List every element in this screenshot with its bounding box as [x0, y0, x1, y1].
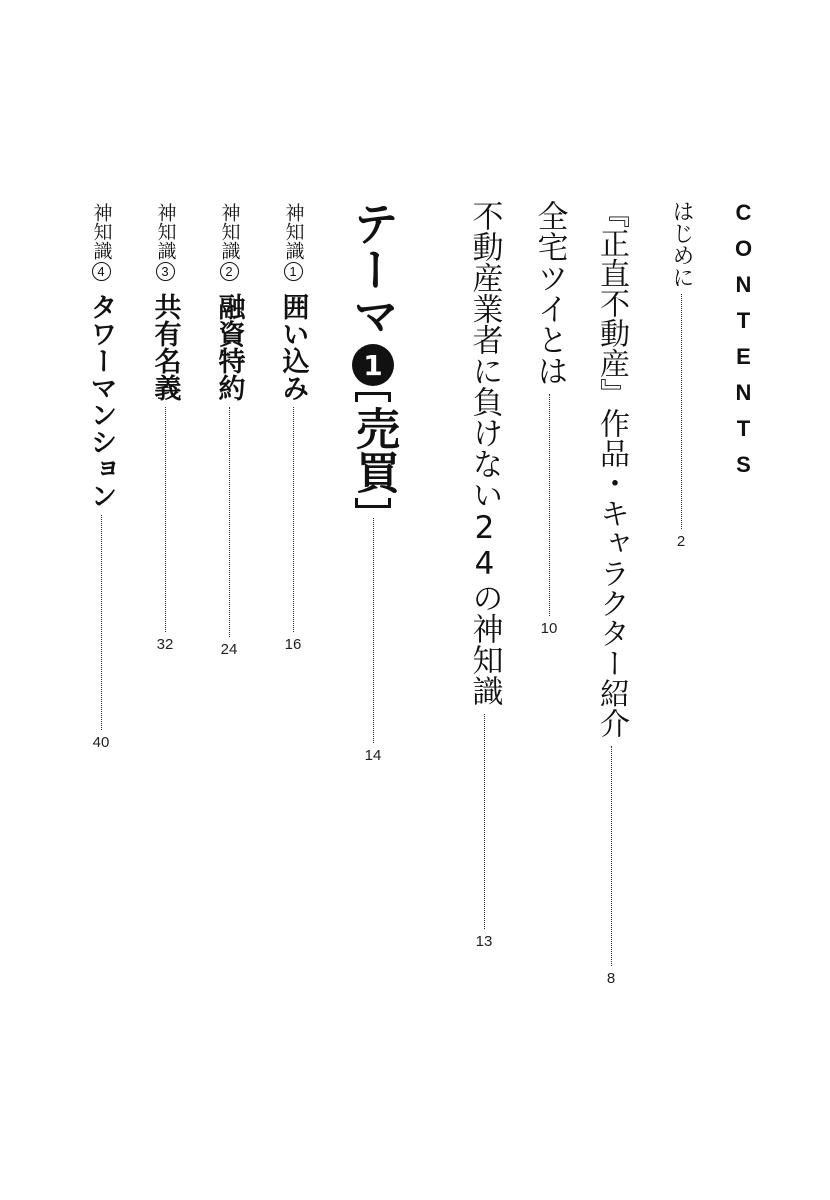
- sub-entry-title: 共有名義: [149, 293, 181, 401]
- page-number: 2: [676, 533, 686, 550]
- page-number: 24: [220, 641, 238, 658]
- toc-entry-24-knowledge[interactable]: [454, 200, 514, 950]
- toc-entry-intro[interactable]: [651, 200, 711, 550]
- sub-entry-label: 神知識: [90, 203, 113, 260]
- toc-sub-entry-4[interactable]: [71, 203, 131, 751]
- page-number: 16: [284, 636, 302, 653]
- theme-title-bracket: [348, 392, 399, 508]
- sub-entry-label: 神知識: [154, 203, 177, 260]
- leader-dots: [549, 394, 550, 616]
- leader-dots: [611, 746, 612, 966]
- theme-label: テーマ: [346, 200, 400, 338]
- toc-sub-entry-2[interactable]: [199, 203, 259, 658]
- toc-entry-characters[interactable]: [581, 198, 641, 987]
- sub-entry-label: 神知識: [282, 203, 305, 260]
- sub-entry-title: タワーマンション: [85, 293, 117, 509]
- page-number: 40: [92, 734, 110, 751]
- leader-dots: [101, 515, 102, 730]
- toc-entry-title: 不動産業者に負けない24の神知識: [466, 200, 503, 706]
- bracket-top: [355, 392, 391, 402]
- circled-number: 1: [284, 262, 303, 281]
- toc-sub-entry-1[interactable]: [263, 203, 323, 653]
- page-number: 32: [156, 636, 174, 653]
- page-number: 10: [540, 620, 558, 637]
- leader-dots: [373, 518, 374, 743]
- toc-sub-entry-3[interactable]: [135, 203, 195, 653]
- toc-entry-title: 『正直不動産』作品・キャラクター紹介: [594, 198, 629, 738]
- contents-heading: CONTENTS: [731, 200, 756, 488]
- leader-dots: [229, 407, 230, 637]
- leader-dots: [681, 294, 682, 529]
- toc-entry-title: 全宅ツイとは: [531, 200, 568, 386]
- circled-number: 2: [220, 262, 239, 281]
- page-number: 8: [606, 970, 616, 987]
- sub-entry-title: 囲い込み: [277, 293, 309, 401]
- leader-dots: [293, 407, 294, 632]
- sub-entry-title: 融資特約: [213, 293, 245, 401]
- page-number: 13: [475, 933, 493, 950]
- circled-number: 4: [92, 262, 111, 281]
- toc-entry-title: はじめに: [669, 200, 694, 288]
- theme-title: 売買: [348, 406, 399, 494]
- theme-number-badge: 1: [352, 344, 394, 386]
- toc-entry-zentaku[interactable]: [519, 200, 579, 637]
- sub-entry-label: 神知識: [218, 203, 241, 260]
- page-number: 14: [364, 747, 382, 764]
- circled-number: 3: [156, 262, 175, 281]
- bracket-bottom: [355, 498, 391, 508]
- leader-dots: [484, 714, 485, 929]
- leader-dots: [165, 407, 166, 632]
- toc-theme-1[interactable]: [343, 200, 403, 764]
- contents-heading-column: [713, 200, 773, 488]
